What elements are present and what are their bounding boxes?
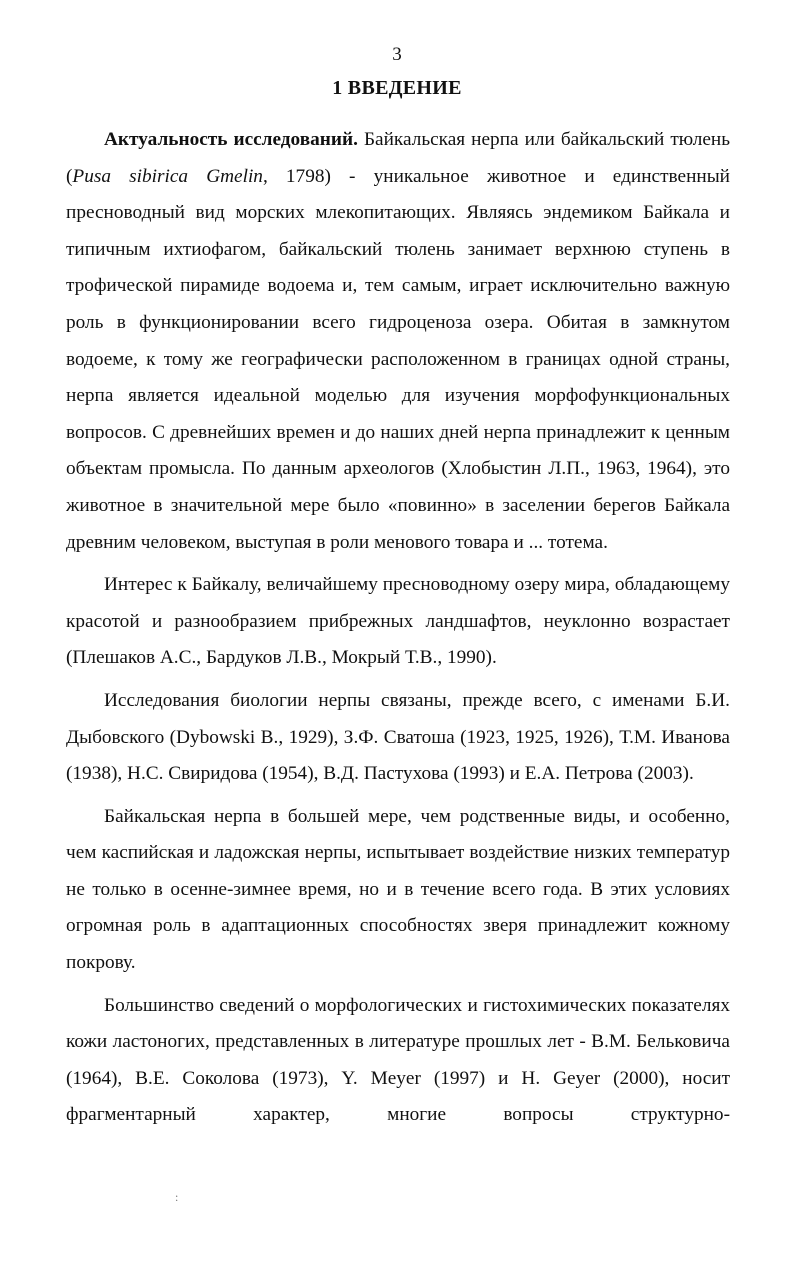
- scan-mark: :: [175, 1190, 179, 1204]
- paragraph-relevance: [66, 122, 730, 561]
- paragraph-temperature: Байкальская нерпа в большей мере, чем родственные виды, и особенно, чем каспийская и ладожская нерпы, испытывает воздействие низких температур не только в осенне-зимнее время, но и в течение всего года. В этих условиях огромная роль в адаптационных способностях зверя принадлежит кожному покрову.: [66, 805, 730, 974]
- page-number: 3: [392, 44, 402, 65]
- paragraph-text: Байкальская нерпа или байкальский тюлень (: [66, 129, 731, 187]
- species-name: Pusa sibirica Gmelin: [72, 165, 263, 187]
- body-text: [66, 122, 730, 1140]
- paragraph-interest: Интерес к Байкалу, величайшему пресноводному озеру мира, обладающему красотой и разнообразием прибрежных ландшафтов, неуклонно возрастает (Плешаков А.С., Бардуков Л.В., Мокрый Т.В., 1990).: [66, 574, 730, 669]
- section-heading: 1 ВВЕДЕНИЕ: [332, 77, 462, 99]
- paragraph-research-history: Исследования биологии нерпы связаны, прежде всего, с именами Б.И. Дыбовского (Dybowski B., 1929), З.Ф. Сватоша (1923, 1925, 1926), Т.М. Иванова (1938), Н.С. Свиридова (1954), В.Д. Пастухова (1993) и Е.А. Петрова (2003).: [66, 689, 730, 785]
- paragraph-text: , 1798) - уникальное животное и единственный пресноводный вид морских млекопитающих. Являясь эндемиком Байкала и типичным ихтиофагом, байкальский тюлень занимает верхнюю ступень в трофической пирамиде водоема и, тем самым, играет исключительно важную роль в функционировании всего гидроценоза озера. Обитая в замкнутом водоеме, к тому же географически расположенном в границах одной страны, нерпа является идеальной моделью для изучения морфофункциональных вопросов. С древнейших времен и до наших дней нерпа принадлежит к ценным объектам промысла. По данным археологов (Хлобыстин Л.П., 1963, 1964), это животное в значительной мере было «повинно» в заселении берегов Байкала древним человеком, выступая в роли менового товара и ... тотема.: [66, 165, 730, 553]
- paragraph-lead: Актуальность исследований.: [104, 129, 358, 150]
- paragraph-skin-studies: Большинство сведений о морфологических и гистохимических показателях кожи ластоногих, представленных в литературе прошлых лет - В.М. Бельковича (1964), В.Е. Соколова (1973), Y. Meyer (1997) и H. Geyer (2000), носит фрагментарный характер, многие вопросы структурно-: [66, 994, 730, 1126]
